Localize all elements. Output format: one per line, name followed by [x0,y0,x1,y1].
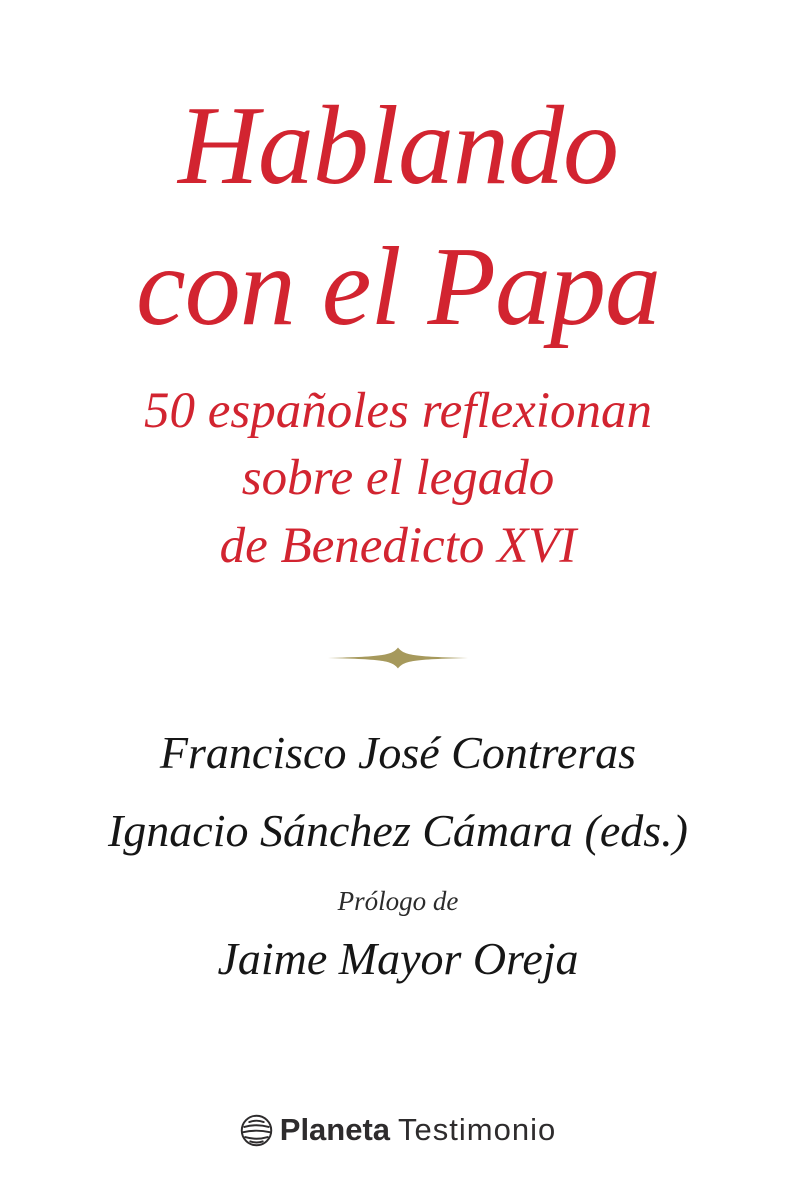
divider [0,644,796,672]
publisher-brand: Planeta [279,1112,391,1147]
book-subtitle [0,378,796,580]
book-title-line-2: con el Papa [136,225,660,350]
planeta-globe-line-5 [250,1141,262,1142]
book-subtitle-line-3: de Benedicto XVI [219,517,577,574]
publisher-collection: Testimonio [398,1112,557,1147]
planeta-globe-line-3 [243,1130,269,1131]
prologue-author: Jaime Mayor Oreja [217,933,579,984]
editor-line-1: Francisco José Contreras [159,727,637,778]
gold-star-divider-shape [328,648,468,669]
gold-star-divider-icon [327,644,469,672]
book-subtitle-line-1: 50 españoles reflexionan [143,383,652,439]
book-subtitle-line-2: sobre el legado [241,450,555,507]
editor-line-2: Ignacio Sánchez Cámara (eds.) [107,805,688,857]
planeta-globe-line-2 [244,1125,268,1127]
planeta-globe-icon [240,1114,273,1147]
prologue-label: Prólogo de [337,886,459,916]
publisher-logo [0,1112,796,1148]
editors [0,714,796,870]
planeta-globe-line-1 [249,1120,263,1121]
book-title-line-1: Hablando [178,84,618,208]
planeta-globe-line-4 [245,1137,268,1139]
book-title [0,76,796,358]
